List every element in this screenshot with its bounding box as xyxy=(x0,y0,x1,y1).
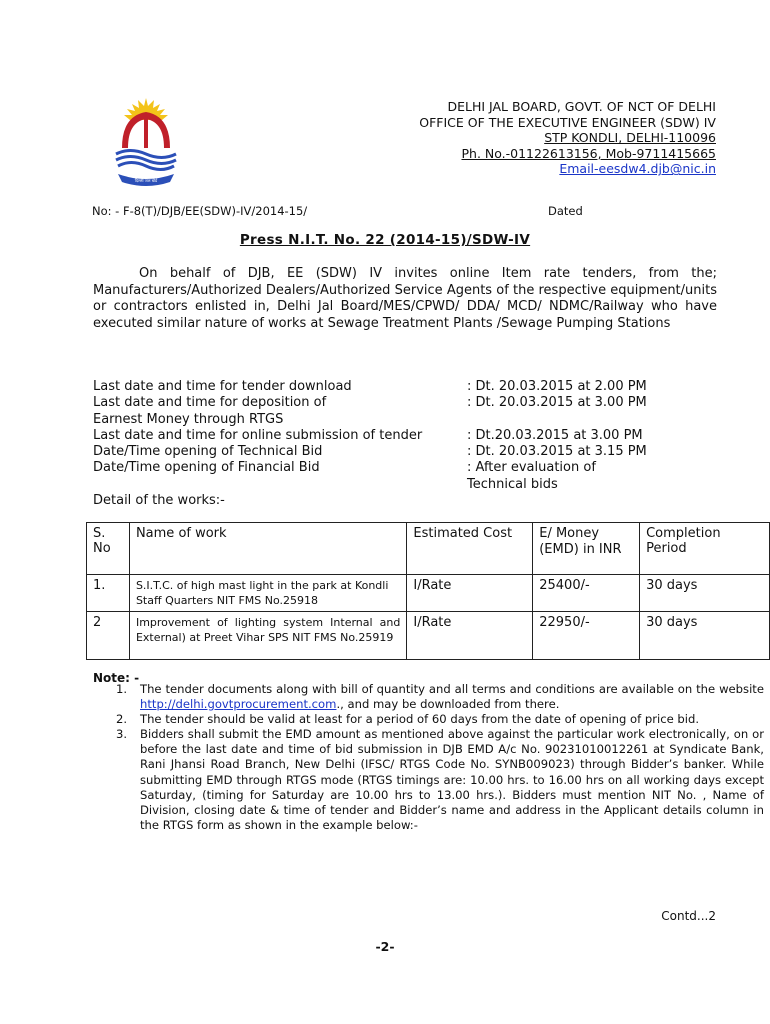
note-text: The tender should be valid at least for a period of 60 days from the date of opening of price bid. xyxy=(140,712,700,727)
note-text: The tender documents along with bill of quantity and all terms and conditions are available on the website xyxy=(140,682,764,696)
schedule-value: : Dt. 20.03.2015 at 3.15 PM xyxy=(467,444,647,460)
cell-emd: 22950/- xyxy=(533,612,640,660)
note-number: 2. xyxy=(116,712,128,727)
dated-label: Dated xyxy=(548,204,583,218)
note-text: Bidders shall submit the EMD amount as mentioned above against the particular work electronically, on or before the last date and time of bid submission in DJB EMD A/c No. 90231010012261 at Syndicate Bank, Rani Jhansi Road Branch, New Delhi (IFSC/ RTGS Code No. SYNB009023) through Bidder’s banker. While submitting EMD through RTGS mode (RTGS timings are: 10.00 hrs. to 16.00 hrs on all working days except Saturday, (timing for Saturday are 10.00 hrs to 13.00 hrs.). Bidders must mention NIT No. , Name of Division, closing date & time of tender and Bidder’s name and address in the Applicant details column in the RTGS form as shown in the example below:- xyxy=(140,727,764,832)
header-name: Name of work xyxy=(129,523,406,575)
works-table xyxy=(86,522,770,660)
note-number: 1. xyxy=(116,682,128,696)
office-location: STP KONDLI, DELHI-110096 xyxy=(544,130,716,146)
schedule-value: : Dt. 20.03.2015 at 3.00 PM xyxy=(467,395,647,411)
schedule-label: Earnest Money through RTGS xyxy=(93,411,284,427)
note-text: ., and may be downloaded from there. xyxy=(336,697,560,712)
schedule-value: : After evaluation of xyxy=(467,460,596,476)
intro-text: On behalf of DJB, EE (SDW) IV invites online Item rate tenders, from the; Manufacturers/Authorized Dealers/Authorized Service Agents of the respective equipment/units or contractors enlisted in, Delhi Jal Board/MES/CPWD/ DDA/ MCD/ NDMC/Railway who have executed similar nature of works at Sewage Treatment Plants /Sewage Pumping Stations xyxy=(93,266,717,332)
djb-logo xyxy=(108,94,184,190)
schedule-value: : Dt.20.03.2015 at 3.00 PM xyxy=(467,427,643,443)
schedule-label: Last date and time for tender download xyxy=(93,379,352,394)
cell-emd: 25400/- xyxy=(533,575,640,612)
schedule-label: Date/Time opening of Financial Bid xyxy=(93,460,320,476)
schedule-label: Last date and time for online submission of tender xyxy=(93,427,423,443)
note-item xyxy=(116,682,764,712)
schedule-value: : Dt. 20.03.2015 at 2.00 PM xyxy=(467,379,647,394)
continued-marker: Contd...2 xyxy=(661,909,716,923)
note-number: 3. xyxy=(116,727,128,742)
intro-paragraph xyxy=(93,266,717,333)
cell-name: S.I.T.C. of high mast light in the park at Kondli Staff Quarters NIT FMS No.25918 xyxy=(129,575,406,612)
cell-period: 30 days xyxy=(640,575,770,612)
cell-cost: I/Rate xyxy=(407,612,533,660)
works-heading: Detail of the works:- xyxy=(93,493,225,508)
page-number: -2- xyxy=(375,939,395,954)
table-row xyxy=(87,612,770,660)
schedule-label: Date/Time opening of Technical Bid xyxy=(93,444,323,460)
org-name: DELHI JAL BOARD, GOVT. OF NCT OF DELHI xyxy=(447,99,716,114)
cell-sno: 2 xyxy=(87,612,130,660)
header-sno: S. No xyxy=(87,523,130,575)
table-header-row xyxy=(87,523,770,575)
table-row xyxy=(87,575,770,612)
logo-pillar xyxy=(144,118,148,148)
office-phone: Ph. No.-01122613156, Mob-9711415665 xyxy=(461,145,716,161)
notes-heading: Note: - xyxy=(93,671,140,685)
schedule-label: Last date and time for deposition of xyxy=(93,395,327,411)
header-emd: E/ Money (EMD) in INR xyxy=(533,523,640,575)
cell-sno: 1. xyxy=(87,575,130,612)
header-period: Completion Period xyxy=(640,523,770,575)
notes-list xyxy=(93,682,764,833)
cell-name: Improvement of lighting system Internal and External) at Preet Vihar SPS NIT FMS No.25919 xyxy=(129,612,406,660)
document-title: Press N.I.T. No. 22 (2014-15)/SDW-IV xyxy=(239,232,531,248)
reference-number: No: - F-8(T)/DJB/EE(SDW)-IV/2014-15/ xyxy=(92,204,308,218)
office-email-link[interactable]: Email-eesdw4.djb@nic.in xyxy=(559,161,716,177)
note-item xyxy=(116,712,764,727)
header-cost: Estimated Cost xyxy=(407,523,533,575)
note-item xyxy=(116,727,764,833)
svg-text:दिल्ली जल बोर्ड: दिल्ली जल बोर्ड xyxy=(134,178,158,183)
office-address xyxy=(419,99,716,177)
schedule-value: Technical bids xyxy=(467,476,558,492)
cell-period: 30 days xyxy=(640,612,770,660)
office-name: OFFICE OF THE EXECUTIVE ENGINEER (SDW) IV xyxy=(419,114,716,130)
website-link[interactable]: http://delhi.govtprocurement.com xyxy=(140,697,337,712)
cell-cost: I/Rate xyxy=(407,575,533,612)
